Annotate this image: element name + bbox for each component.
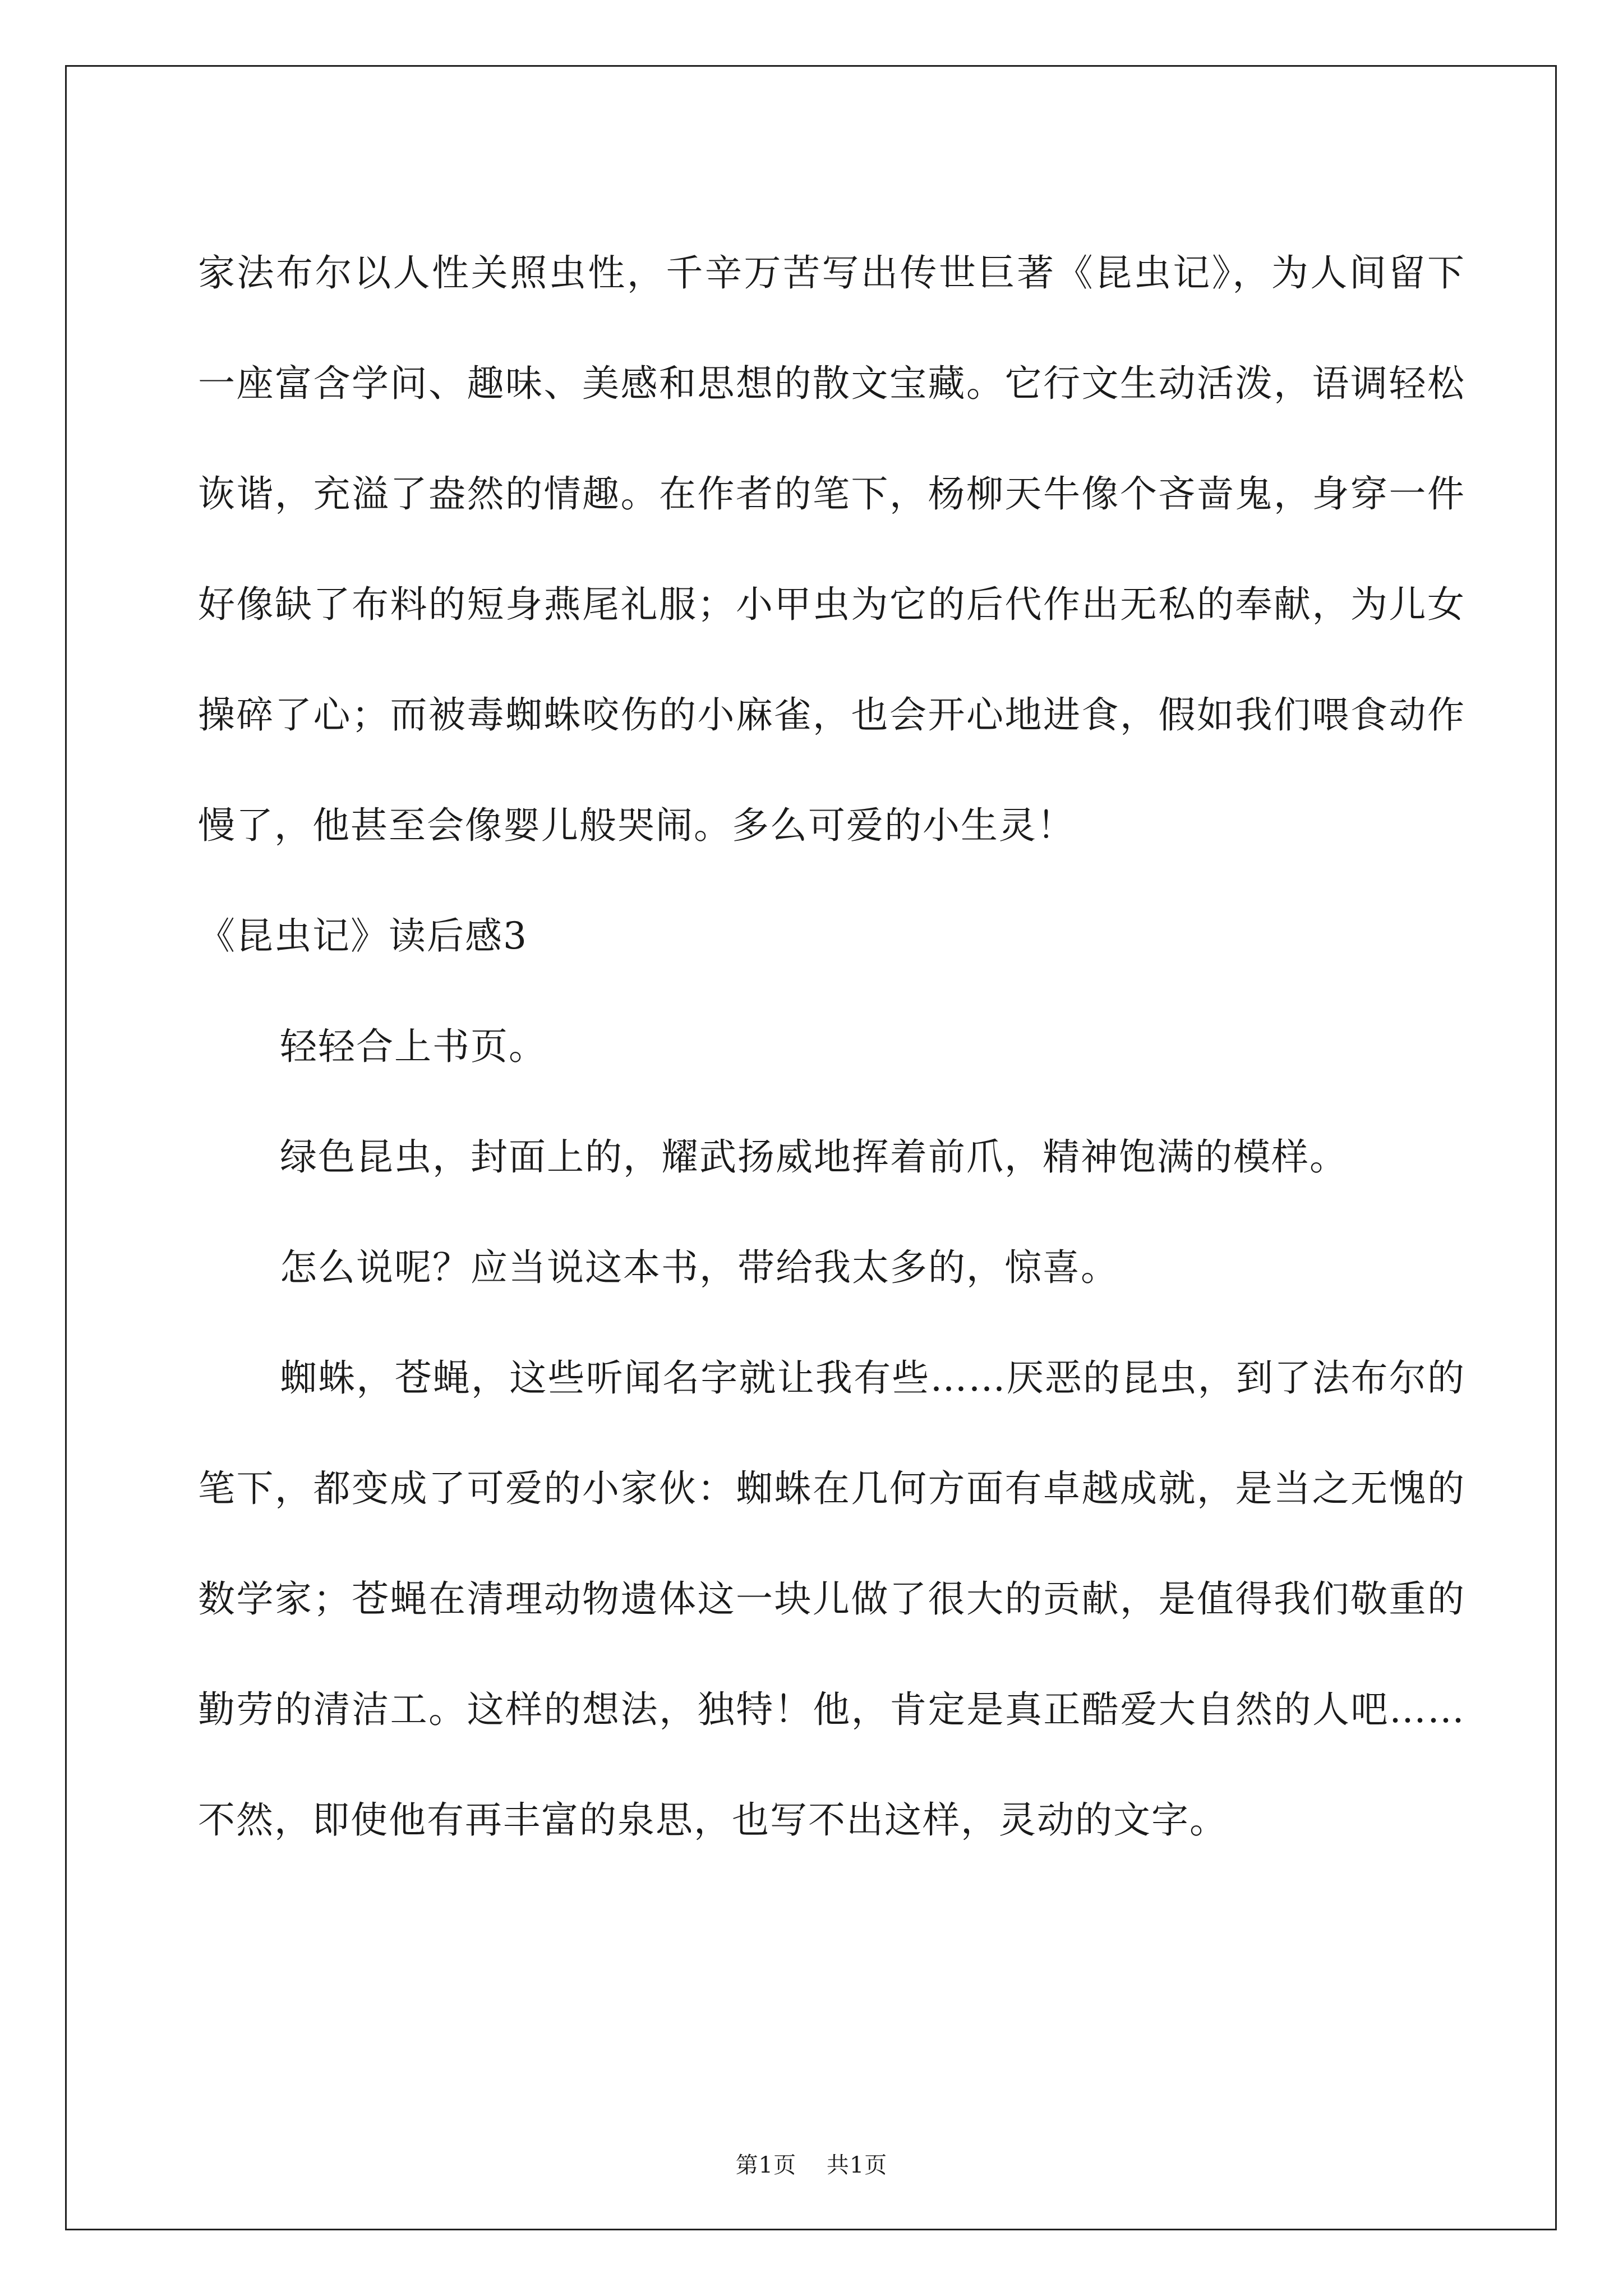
document-body [198, 218, 1465, 1875]
paragraph-green-insect: 绿色昆虫，封面上的，耀武扬威地挥着前爪，精神饱满的模样。 [280, 1135, 1348, 1179]
page-number-total: 共1页 [826, 2152, 888, 2178]
paragraph-surprise: 怎么说呢？应当说这本书，带给我太多的，惊喜。 [280, 1246, 1119, 1289]
paragraph-intro: 家法布尔以人性关照虫性，千辛万苦写出传世巨著《昆虫记》，为人间留下一座富含学问、趣味、美感和思想的散文宝藏。它行文生动活泼，语调轻松诙谐，充溢了盎然的情趣。在作者的笔下，杨柳天牛像个吝啬鬼，身穿一件好像缺了布料的短身燕尾礼服；小甲虫为它的后代作出无私的奉献，为儿女操碎了心；而被毒蜘蛛咬伤的小麻雀，也会开心地进食，假如我们喂食动作慢了，他甚至会像婴儿般哭闹。多么可爱的小生灵！ [198, 251, 1465, 847]
paragraph-spider-fly: 蜘蛛，苍蝇，这些听闻名字就让我有些……厌恶的昆虫，到了法布尔的笔下，都变成了可爱的小家伙：蜘蛛在几何方面有卓越成就，是当之无愧的数学家；苍蝇在清理动物遗体这一块儿做了很大的贡献，是值得我们敬重的勤劳的清洁工。这样的想法，独特！他，肯定是真正酷爱大自然的人吧……不然，即使他有再丰富的泉思，也写不出这样，灵动的文字。 [198, 1356, 1465, 1842]
page-footer [0, 2151, 1623, 2179]
page-number-current: 第1页 [735, 2152, 797, 2178]
paragraph-close-book: 轻轻合上书页。 [280, 1025, 547, 1068]
section-heading: 《昆虫记》读后感3 [198, 914, 528, 958]
